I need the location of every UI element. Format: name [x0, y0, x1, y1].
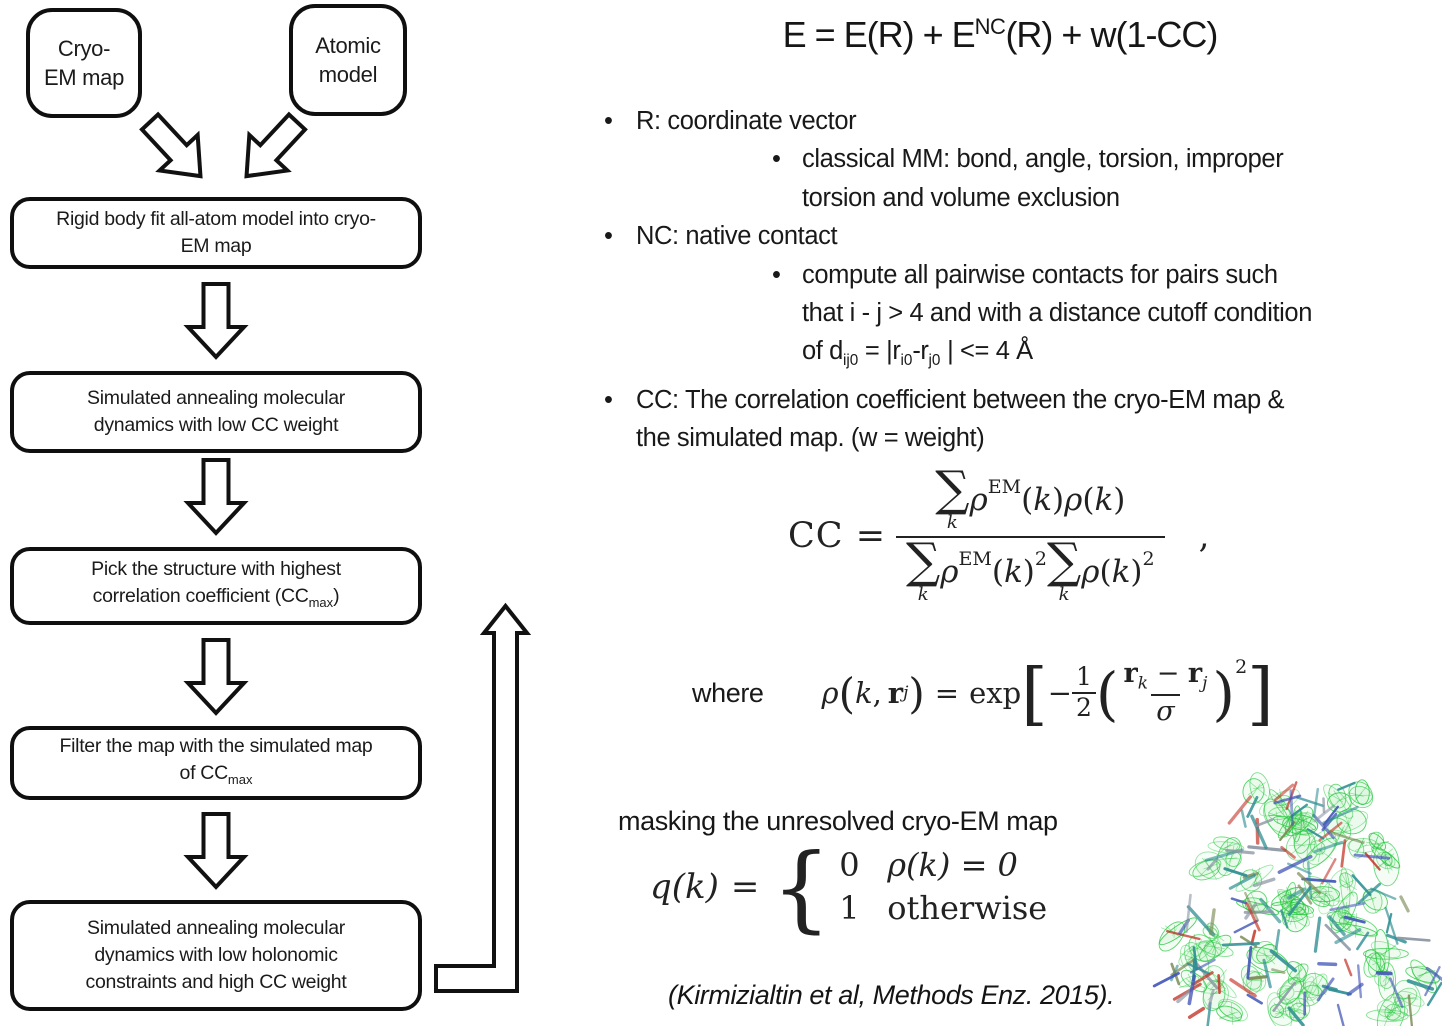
- loop-arrow-icon: [436, 606, 527, 991]
- cc-equation: [788, 461, 1210, 606]
- equation-superscript: NC: [974, 14, 1006, 39]
- math-token: ρ: [821, 676, 839, 711]
- node-label-subscript: max: [227, 771, 253, 787]
- math-token: −: [1047, 676, 1072, 711]
- bullet-text: [802, 332, 1033, 381]
- fraction-numerator: 1: [1076, 662, 1092, 692]
- case-value: 0: [839, 846, 860, 884]
- summation: [935, 461, 970, 534]
- summation: [906, 533, 941, 606]
- math-token: k: [1003, 554, 1023, 591]
- energy-equation: [700, 14, 1300, 56]
- flowchart-node-sa-high-cc-weight: [10, 900, 422, 1011]
- math-token: =: [934, 676, 960, 711]
- math-token: ρ: [1064, 482, 1083, 519]
- case-row: [839, 889, 1047, 927]
- math-token: ρ: [1081, 554, 1100, 591]
- math-subscript: k: [1137, 673, 1149, 694]
- math-token: −: [1156, 658, 1180, 689]
- bullet-icon: •: [604, 222, 613, 251]
- sigma-icon: ∑: [935, 461, 970, 517]
- case-rows: [839, 846, 1047, 927]
- node-label-part: correlation coefficient (CC: [92, 585, 309, 608]
- node-label: Rigid body fit all-atom model into cryo-: [56, 208, 376, 230]
- node-label: Simulated annealing molecular: [87, 387, 345, 409]
- bullet-pairwise-contacts-cont: [598, 294, 1442, 332]
- summation-index: k: [946, 512, 958, 534]
- bullet-text: that i - j > 4 and with a distance cutoff condition: [802, 299, 1312, 328]
- node-label: constraints and high CC weight: [85, 971, 347, 993]
- case-condition: ρ(k) = 0: [887, 846, 1018, 884]
- text-part: | <= 4 Å: [940, 337, 1033, 366]
- bullet-text: NC: native contact: [636, 222, 838, 251]
- text-subscript: j0: [928, 352, 941, 370]
- fraction: [896, 461, 1165, 606]
- bullet-text: CC: The correlation coefficient between the cryo-EM map &: [636, 385, 1285, 414]
- node-label-subscript: max: [308, 594, 334, 610]
- fraction-denominator: 2: [1072, 692, 1096, 723]
- text-subscript: i0: [900, 352, 913, 370]
- fraction-numerator: [1119, 658, 1213, 694]
- sigma-icon: ∑: [906, 533, 941, 590]
- math-subscript: j: [903, 683, 909, 704]
- math-token: (: [1021, 482, 1034, 519]
- equation-lhs: [788, 516, 886, 556]
- flowchart-node-filter-map: [10, 726, 422, 800]
- bullet-icon: •: [604, 107, 613, 135]
- arrow-cryo-to-fit-icon: [131, 104, 219, 194]
- bullet-list: [598, 102, 1442, 458]
- fraction-numerator: ∑ k ρ $^{EM}$ ( k ) ρ ( k ): [935, 461, 1126, 534]
- math-token: ,: [872, 676, 882, 711]
- node-label: dynamics with low holonomic: [94, 944, 338, 966]
- fraction-denominator: ∑ k ρ $^{EM}$ ( k ) $^2$ ∑ k ρ ( k ) $^2$: [896, 536, 1165, 604]
- arrow-model-to-fit-icon: [228, 104, 316, 194]
- summation-index: k: [917, 584, 929, 606]
- bullet-icon: •: [772, 145, 781, 174]
- equation-body: ρ ( k , r j ) = exp [ − $\frac{1}{2}$ ( $\frac{r_k - r_j}{\sigma}$ ) $^2$ ]: [821, 655, 1274, 735]
- text-part: of d: [802, 337, 843, 366]
- node-label: Cryo-: [57, 36, 111, 61]
- math-token: r: [887, 676, 904, 711]
- flowchart-node-atomic-model: [289, 4, 407, 116]
- math-token: k: [1094, 482, 1114, 519]
- flowchart-node-rigid-body-fit: [10, 197, 422, 269]
- math-token: ρ: [940, 554, 959, 591]
- text-part: -r: [912, 337, 929, 366]
- arrow-down-icon: [188, 284, 244, 357]
- math-token: ): [1051, 482, 1065, 519]
- math-token: ,: [1198, 516, 1210, 557]
- rho-definition-equation: [692, 655, 1274, 735]
- fraction: [1072, 663, 1096, 723]
- math-token: exp: [969, 676, 1022, 711]
- fraction: [1119, 658, 1213, 728]
- mask-function-equation: q(k) = { 0 ρ(k) = 0 1 otherwise: [650, 833, 1048, 943]
- bullet-text: compute all pairwise contacts for pairs such: [802, 260, 1278, 289]
- where-label: where: [692, 677, 764, 708]
- equation-part: (R) + w(1-CC): [1005, 14, 1218, 55]
- bullet-cc-correlation-cont: [598, 419, 1442, 457]
- node-label: Filter the map with the simulated map: [59, 735, 373, 758]
- arrow-down-icon: [188, 640, 244, 713]
- bullet-r-coordinate-vector: [598, 102, 1442, 140]
- text-subscript: ij0: [842, 352, 859, 370]
- math-token: =: [730, 866, 760, 907]
- math-token: r: [1123, 658, 1138, 689]
- math-subscript: j: [1202, 673, 1208, 694]
- node-label: EM map: [43, 65, 125, 90]
- case-value: 1: [839, 889, 860, 927]
- math-token: ρ: [969, 482, 988, 519]
- bullet-text: torsion and volume exclusion: [802, 183, 1120, 212]
- molecular-structure-image: [1150, 754, 1442, 1026]
- bullet-classical-mm: [598, 140, 1442, 178]
- bullet-text: the simulated map. (w = weight): [636, 424, 985, 453]
- bullet-cc-correlation: [598, 381, 1442, 419]
- math-token: CC: [788, 516, 844, 557]
- bullet-icon: •: [772, 260, 781, 289]
- math-token: r: [1187, 658, 1203, 689]
- node-label: EM map: [180, 235, 252, 257]
- bullet-text: R: coordinate vector: [636, 107, 857, 135]
- fraction-denominator: σ: [1151, 694, 1179, 728]
- node-label: model: [318, 62, 378, 87]
- masking-heading: masking the unresolved cryo-EM map: [618, 806, 1058, 836]
- flowchart-node-pick-structure: [10, 547, 422, 625]
- math-token: k: [1111, 554, 1131, 591]
- citation: (Kirmizialtin et al, Methods Enz. 2015).: [668, 980, 1115, 1010]
- math-token: k: [1033, 482, 1052, 519]
- bullet-nc-native-contact: [598, 217, 1442, 255]
- math-token: k: [855, 676, 873, 711]
- math-token: (: [1099, 554, 1112, 591]
- flowchart-node-sa-low-cc-weight: [10, 371, 422, 453]
- math-token: =: [855, 516, 887, 557]
- math-token: (: [991, 554, 1004, 591]
- bullet-classical-mm-cont: [598, 179, 1442, 217]
- node-label: dynamics with low CC weight: [93, 414, 339, 436]
- flowchart-arrows: [0, 0, 560, 1026]
- case-condition: otherwise: [887, 889, 1048, 927]
- node-label: Simulated annealing molecular: [87, 917, 345, 939]
- arrow-down-icon: [188, 814, 244, 887]
- node-label: Pick the structure with highest: [91, 558, 341, 581]
- node-label-part: ): [333, 585, 340, 608]
- summation: [1046, 533, 1082, 606]
- text-part: = |r: [858, 337, 901, 366]
- math-token: ): [1130, 554, 1143, 591]
- bullet-distance-cutoff: [598, 332, 1442, 381]
- math-token: ): [1022, 554, 1035, 591]
- bullet-pairwise-contacts: [598, 256, 1442, 294]
- bullet-text: classical MM: bond, angle, torsion, improper: [802, 145, 1284, 174]
- flowchart-node-cryo-em-map: [26, 8, 142, 118]
- node-label: Atomic: [315, 33, 381, 58]
- node-label-part: of CC: [179, 762, 228, 785]
- sigma-icon: ∑: [1046, 533, 1082, 590]
- node-label: [14, 760, 418, 793]
- math-token: ): [1113, 482, 1126, 519]
- case-row: [839, 846, 1047, 884]
- node-label: [14, 583, 418, 616]
- summation-index: k: [1058, 584, 1070, 606]
- equation-lhs: q(k): [650, 866, 719, 907]
- equation-part: E = E(R) + E: [782, 14, 975, 55]
- bullet-icon: •: [604, 385, 613, 414]
- arrow-down-icon: [188, 460, 244, 533]
- cryo-em-density-mesh: [1150, 754, 1442, 1026]
- math-token: (: [1082, 482, 1095, 519]
